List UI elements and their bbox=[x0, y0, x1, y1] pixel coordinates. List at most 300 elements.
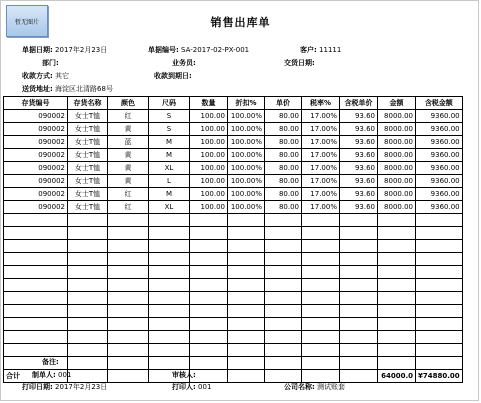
table-cell: 9360.00 bbox=[416, 188, 463, 201]
table-cell bbox=[265, 318, 302, 331]
table-cell: 93.60 bbox=[340, 149, 378, 162]
dept-label: 部门: bbox=[42, 59, 59, 67]
table-cell: 100.00 bbox=[190, 110, 228, 123]
pay-method-label: 收款方式: bbox=[22, 72, 53, 80]
table-cell bbox=[302, 344, 340, 357]
salesman-label: 业务员: bbox=[172, 59, 196, 67]
table-cell: 93.60 bbox=[340, 188, 378, 201]
table-row[interactable] bbox=[4, 149, 463, 162]
table-cell bbox=[108, 214, 149, 227]
table-cell: 090002 bbox=[4, 110, 68, 123]
table-cell bbox=[378, 240, 416, 253]
table-cell bbox=[302, 292, 340, 305]
dept-field bbox=[42, 58, 59, 68]
table-cell bbox=[149, 292, 190, 305]
table-cell bbox=[108, 370, 149, 383]
table-cell bbox=[416, 240, 463, 253]
table-cell bbox=[265, 266, 302, 279]
table-cell bbox=[149, 279, 190, 292]
table-cell: 80.00 bbox=[265, 110, 302, 123]
table-cell bbox=[108, 318, 149, 331]
table-cell bbox=[265, 305, 302, 318]
table-cell bbox=[68, 357, 108, 370]
empty-row bbox=[4, 227, 463, 240]
table-cell bbox=[190, 344, 228, 357]
table-cell bbox=[265, 227, 302, 240]
table-cell bbox=[228, 214, 265, 227]
company-field bbox=[284, 382, 345, 392]
table-cell bbox=[302, 318, 340, 331]
table-row[interactable] bbox=[4, 201, 463, 214]
table-cell bbox=[108, 279, 149, 292]
table-cell: 100.00 bbox=[190, 162, 228, 175]
doc-date-value: 2017年2月23日 bbox=[55, 46, 108, 54]
table-cell: 17.00% bbox=[302, 201, 340, 214]
company-label: 公司名称: bbox=[284, 383, 315, 391]
table-cell: 93.60 bbox=[340, 201, 378, 214]
column-header: 含税金额 bbox=[416, 97, 463, 110]
delivery-date-label: 交货日期: bbox=[284, 59, 315, 67]
table-cell: 100.00 bbox=[190, 149, 228, 162]
table-cell bbox=[108, 357, 149, 370]
table-cell: 8000.00 bbox=[378, 123, 416, 136]
table-cell: 80.00 bbox=[265, 136, 302, 149]
table-cell: 090002 bbox=[4, 188, 68, 201]
empty-row bbox=[4, 253, 463, 266]
table-cell: 80.00 bbox=[265, 123, 302, 136]
table-cell bbox=[4, 227, 68, 240]
table-cell bbox=[190, 318, 228, 331]
table-cell bbox=[416, 266, 463, 279]
table-cell bbox=[190, 266, 228, 279]
table-cell: 黄 bbox=[108, 149, 149, 162]
empty-row bbox=[4, 344, 463, 357]
table-cell: 8000.00 bbox=[378, 175, 416, 188]
table-row[interactable] bbox=[4, 188, 463, 201]
table-row[interactable] bbox=[4, 162, 463, 175]
table-cell: M bbox=[149, 136, 190, 149]
table-cell bbox=[302, 227, 340, 240]
table-cell: 93.60 bbox=[340, 123, 378, 136]
table-cell bbox=[149, 253, 190, 266]
table-cell: 090002 bbox=[4, 123, 68, 136]
doc-no-field bbox=[148, 45, 249, 55]
table-cell: 80.00 bbox=[265, 162, 302, 175]
table-cell bbox=[302, 331, 340, 344]
table-cell bbox=[416, 357, 463, 370]
address-label: 送货地址: bbox=[22, 85, 53, 93]
table-cell bbox=[108, 305, 149, 318]
table-cell bbox=[68, 214, 108, 227]
table-cell bbox=[416, 344, 463, 357]
table-cell bbox=[108, 253, 149, 266]
total-row bbox=[4, 370, 463, 383]
column-header: 存货编号 bbox=[4, 97, 68, 110]
table-cell bbox=[265, 292, 302, 305]
column-header: 尺码 bbox=[149, 97, 190, 110]
table-cell: 红 bbox=[108, 201, 149, 214]
table-cell bbox=[190, 292, 228, 305]
table-row[interactable] bbox=[4, 175, 463, 188]
table-cell: 100.00% bbox=[228, 149, 265, 162]
table-cell bbox=[149, 227, 190, 240]
table-cell: 93.60 bbox=[340, 175, 378, 188]
table-cell bbox=[302, 266, 340, 279]
table-cell: L bbox=[149, 175, 190, 188]
table-cell bbox=[378, 344, 416, 357]
table-cell bbox=[108, 331, 149, 344]
table-cell: 女士T恤 bbox=[68, 188, 108, 201]
table-cell: M bbox=[149, 188, 190, 201]
table-cell: 100.00 bbox=[190, 123, 228, 136]
table-cell bbox=[228, 370, 265, 383]
no-image-button[interactable]: 暂无图片 bbox=[6, 5, 48, 37]
table-cell: 红 bbox=[108, 110, 149, 123]
table-cell: 17.00% bbox=[302, 149, 340, 162]
table-cell: 17.00% bbox=[302, 175, 340, 188]
doc-date-field bbox=[22, 45, 107, 55]
table-cell bbox=[265, 279, 302, 292]
table-cell: S bbox=[149, 123, 190, 136]
table-cell bbox=[190, 279, 228, 292]
table-cell bbox=[228, 240, 265, 253]
table-cell bbox=[378, 305, 416, 318]
table-cell: 100.00% bbox=[228, 188, 265, 201]
table-cell bbox=[378, 266, 416, 279]
table-cell: 9360.00 bbox=[416, 201, 463, 214]
pay-due-label: 收款到期日: bbox=[154, 72, 192, 80]
table-cell bbox=[265, 214, 302, 227]
table-cell: 93.60 bbox=[340, 136, 378, 149]
table-header-row bbox=[4, 97, 463, 110]
table-cell: 100.00% bbox=[228, 110, 265, 123]
table-cell bbox=[190, 253, 228, 266]
remark-field bbox=[42, 357, 59, 367]
pay-due-field bbox=[154, 71, 192, 81]
empty-row bbox=[4, 279, 463, 292]
table-cell: 8000.00 bbox=[378, 136, 416, 149]
table-cell: 黄 bbox=[108, 162, 149, 175]
auditor-field bbox=[172, 370, 196, 380]
table-cell: 090002 bbox=[4, 201, 68, 214]
table-cell: 100.00% bbox=[228, 201, 265, 214]
table-cell: 8000.00 bbox=[378, 149, 416, 162]
pay-method-value: 其它 bbox=[55, 72, 70, 80]
table-cell bbox=[340, 357, 378, 370]
table-cell bbox=[340, 305, 378, 318]
table-cell bbox=[378, 279, 416, 292]
table-cell: 8000.00 bbox=[378, 162, 416, 175]
table-cell bbox=[68, 253, 108, 266]
printer-field bbox=[172, 382, 211, 392]
table-cell: 17.00% bbox=[302, 188, 340, 201]
table-cell bbox=[108, 227, 149, 240]
table-cell bbox=[68, 227, 108, 240]
table-cell: M bbox=[149, 149, 190, 162]
table-cell: 100.00 bbox=[190, 201, 228, 214]
table-cell bbox=[149, 357, 190, 370]
table-cell bbox=[68, 331, 108, 344]
table-cell bbox=[378, 318, 416, 331]
delivery-date-field bbox=[284, 58, 315, 68]
table-cell bbox=[228, 266, 265, 279]
table-cell bbox=[149, 305, 190, 318]
table-cell: 090002 bbox=[4, 162, 68, 175]
table-cell bbox=[340, 370, 378, 383]
table-cell bbox=[190, 357, 228, 370]
table-cell: 17.00% bbox=[302, 136, 340, 149]
maker-value: 001 bbox=[58, 371, 72, 379]
table-cell bbox=[68, 344, 108, 357]
table-cell: 100.00 bbox=[190, 188, 228, 201]
table-cell bbox=[340, 253, 378, 266]
table-cell: 090002 bbox=[4, 149, 68, 162]
table-cell bbox=[228, 253, 265, 266]
table-cell bbox=[228, 331, 265, 344]
table-cell bbox=[416, 305, 463, 318]
table-cell bbox=[108, 240, 149, 253]
table-cell bbox=[4, 240, 68, 253]
customer-field bbox=[300, 45, 341, 55]
maker-field bbox=[32, 370, 71, 380]
table-cell bbox=[416, 331, 463, 344]
column-header: 金额 bbox=[378, 97, 416, 110]
table-cell bbox=[228, 292, 265, 305]
table-cell: 100.00% bbox=[228, 123, 265, 136]
column-header: 税率% bbox=[302, 97, 340, 110]
table-cell: 8000.00 bbox=[378, 188, 416, 201]
table-cell bbox=[302, 279, 340, 292]
table-cell: 8000.00 bbox=[378, 201, 416, 214]
table-cell: 9360.00 bbox=[416, 175, 463, 188]
table-cell bbox=[265, 344, 302, 357]
table-cell bbox=[302, 253, 340, 266]
table-cell bbox=[265, 370, 302, 383]
column-header: 折扣% bbox=[228, 97, 265, 110]
table-cell bbox=[340, 318, 378, 331]
table-cell: 女士T恤 bbox=[68, 136, 108, 149]
table-cell bbox=[228, 318, 265, 331]
table-cell: XL bbox=[149, 162, 190, 175]
table-row[interactable] bbox=[4, 136, 463, 149]
table-cell: 9360.00 bbox=[416, 162, 463, 175]
table-cell bbox=[149, 214, 190, 227]
table-cell: 090002 bbox=[4, 136, 68, 149]
pay-method-field bbox=[22, 71, 69, 81]
table-cell bbox=[228, 227, 265, 240]
table-cell bbox=[68, 292, 108, 305]
table-cell bbox=[416, 214, 463, 227]
table-cell bbox=[265, 240, 302, 253]
table-cell: 女士T恤 bbox=[68, 162, 108, 175]
table-row[interactable] bbox=[4, 110, 463, 123]
table-cell bbox=[416, 292, 463, 305]
table-cell: 80.00 bbox=[265, 201, 302, 214]
print-date-label: 打印日期: bbox=[22, 383, 53, 391]
table-cell bbox=[228, 305, 265, 318]
table-cell bbox=[4, 344, 68, 357]
table-cell bbox=[149, 344, 190, 357]
table-cell bbox=[149, 266, 190, 279]
table-cell bbox=[416, 227, 463, 240]
table-cell bbox=[265, 331, 302, 344]
table-cell bbox=[4, 318, 68, 331]
table-cell: XL bbox=[149, 201, 190, 214]
empty-row bbox=[4, 266, 463, 279]
salesman-field bbox=[172, 58, 196, 68]
table-cell bbox=[302, 214, 340, 227]
table-cell: 女士T恤 bbox=[68, 175, 108, 188]
detail-table bbox=[3, 96, 463, 383]
total-label: 合计 bbox=[4, 370, 68, 383]
table-cell bbox=[378, 214, 416, 227]
table-cell: 80.00 bbox=[265, 149, 302, 162]
table-cell bbox=[68, 279, 108, 292]
table-cell bbox=[340, 279, 378, 292]
empty-row bbox=[4, 240, 463, 253]
table-cell bbox=[4, 292, 68, 305]
table-cell bbox=[265, 253, 302, 266]
table-cell bbox=[68, 240, 108, 253]
table-cell: 100.00 bbox=[190, 136, 228, 149]
table-cell: 蓝 bbox=[108, 136, 149, 149]
table-cell bbox=[108, 292, 149, 305]
empty-row bbox=[4, 357, 463, 370]
table-cell bbox=[149, 318, 190, 331]
printer-value: 001 bbox=[198, 383, 212, 391]
table-cell: 8000.00 bbox=[378, 110, 416, 123]
empty-row bbox=[4, 214, 463, 227]
table-cell: 17.00% bbox=[302, 162, 340, 175]
empty-row bbox=[4, 292, 463, 305]
table-cell: 17.00% bbox=[302, 123, 340, 136]
table-cell bbox=[68, 266, 108, 279]
table-cell bbox=[190, 305, 228, 318]
table-cell bbox=[4, 279, 68, 292]
table-cell: 93.60 bbox=[340, 162, 378, 175]
table-cell: 女士T恤 bbox=[68, 110, 108, 123]
table-cell bbox=[149, 240, 190, 253]
table-cell bbox=[108, 266, 149, 279]
table-cell: 100.00% bbox=[228, 162, 265, 175]
table-cell bbox=[302, 370, 340, 383]
printer-label: 打印人: bbox=[172, 383, 196, 391]
table-cell bbox=[340, 344, 378, 357]
total-amount: 64000.0 bbox=[378, 370, 416, 383]
table-cell: 100.00% bbox=[228, 175, 265, 188]
table-cell bbox=[340, 292, 378, 305]
table-cell: 17.00% bbox=[302, 110, 340, 123]
table-cell bbox=[149, 331, 190, 344]
table-cell bbox=[378, 292, 416, 305]
doc-no-value: SA-2017-02-PX-001 bbox=[181, 46, 250, 54]
table-cell bbox=[4, 331, 68, 344]
table-cell bbox=[4, 214, 68, 227]
doc-no-label: 单据编号: bbox=[148, 46, 179, 54]
table-cell bbox=[340, 240, 378, 253]
table-cell: 80.00 bbox=[265, 175, 302, 188]
table-cell bbox=[190, 240, 228, 253]
table-cell: 女士T恤 bbox=[68, 123, 108, 136]
table-cell bbox=[228, 344, 265, 357]
table-cell: 9360.00 bbox=[416, 110, 463, 123]
table-cell bbox=[378, 331, 416, 344]
table-cell bbox=[340, 266, 378, 279]
table-cell bbox=[416, 318, 463, 331]
table-cell bbox=[340, 214, 378, 227]
table-cell: 黄 bbox=[108, 123, 149, 136]
table-cell bbox=[68, 370, 108, 383]
table-cell bbox=[68, 318, 108, 331]
table-cell: S bbox=[149, 110, 190, 123]
customer-value: 11111 bbox=[319, 46, 342, 54]
table-cell bbox=[190, 331, 228, 344]
table-cell bbox=[302, 305, 340, 318]
column-header: 含税单价 bbox=[340, 97, 378, 110]
customer-label: 客户: bbox=[300, 46, 317, 54]
table-cell bbox=[416, 279, 463, 292]
remark-label: 备注: bbox=[42, 358, 59, 366]
table-cell: 红 bbox=[108, 188, 149, 201]
table-cell bbox=[378, 357, 416, 370]
table-cell bbox=[265, 357, 302, 370]
column-header: 颜色 bbox=[108, 97, 149, 110]
table-cell bbox=[4, 253, 68, 266]
table-cell bbox=[68, 305, 108, 318]
table-cell: 黄 bbox=[108, 175, 149, 188]
empty-row bbox=[4, 305, 463, 318]
table-cell bbox=[190, 227, 228, 240]
empty-row bbox=[4, 318, 463, 331]
total-tax-amount: ¥74880.00 bbox=[416, 370, 463, 383]
table-cell: 女士T恤 bbox=[68, 149, 108, 162]
print-date-value: 2017年2月23日 bbox=[55, 383, 108, 391]
table-cell bbox=[340, 227, 378, 240]
table-cell bbox=[378, 253, 416, 266]
address-field bbox=[22, 84, 113, 94]
empty-row bbox=[4, 331, 463, 344]
table-cell bbox=[228, 357, 265, 370]
table-cell: 100.00 bbox=[190, 175, 228, 188]
column-header: 数量 bbox=[190, 97, 228, 110]
column-header: 存货名称 bbox=[68, 97, 108, 110]
page-title: 销售出库单 bbox=[210, 16, 271, 29]
column-header: 单价 bbox=[265, 97, 302, 110]
table-cell: 9360.00 bbox=[416, 123, 463, 136]
table-cell bbox=[190, 214, 228, 227]
maker-label: 制单人: bbox=[32, 371, 56, 379]
table-cell: 女士T恤 bbox=[68, 201, 108, 214]
table-row[interactable] bbox=[4, 123, 463, 136]
table-cell: 80.00 bbox=[265, 188, 302, 201]
table-cell: 090002 bbox=[4, 175, 68, 188]
doc-date-label: 单据日期: bbox=[22, 46, 53, 54]
print-date-field bbox=[22, 382, 107, 392]
table-cell bbox=[4, 266, 68, 279]
table-cell bbox=[228, 279, 265, 292]
table-cell bbox=[416, 253, 463, 266]
company-value: 测试账套 bbox=[317, 383, 346, 391]
table-cell bbox=[340, 331, 378, 344]
table-cell bbox=[4, 305, 68, 318]
table-cell: 9360.00 bbox=[416, 149, 463, 162]
address-value: 海淀区北清路68号 bbox=[55, 85, 113, 93]
table-cell: 100.00% bbox=[228, 136, 265, 149]
table-cell: 9360.00 bbox=[416, 136, 463, 149]
table-cell: 93.60 bbox=[340, 110, 378, 123]
table-cell bbox=[378, 227, 416, 240]
table-cell bbox=[108, 344, 149, 357]
